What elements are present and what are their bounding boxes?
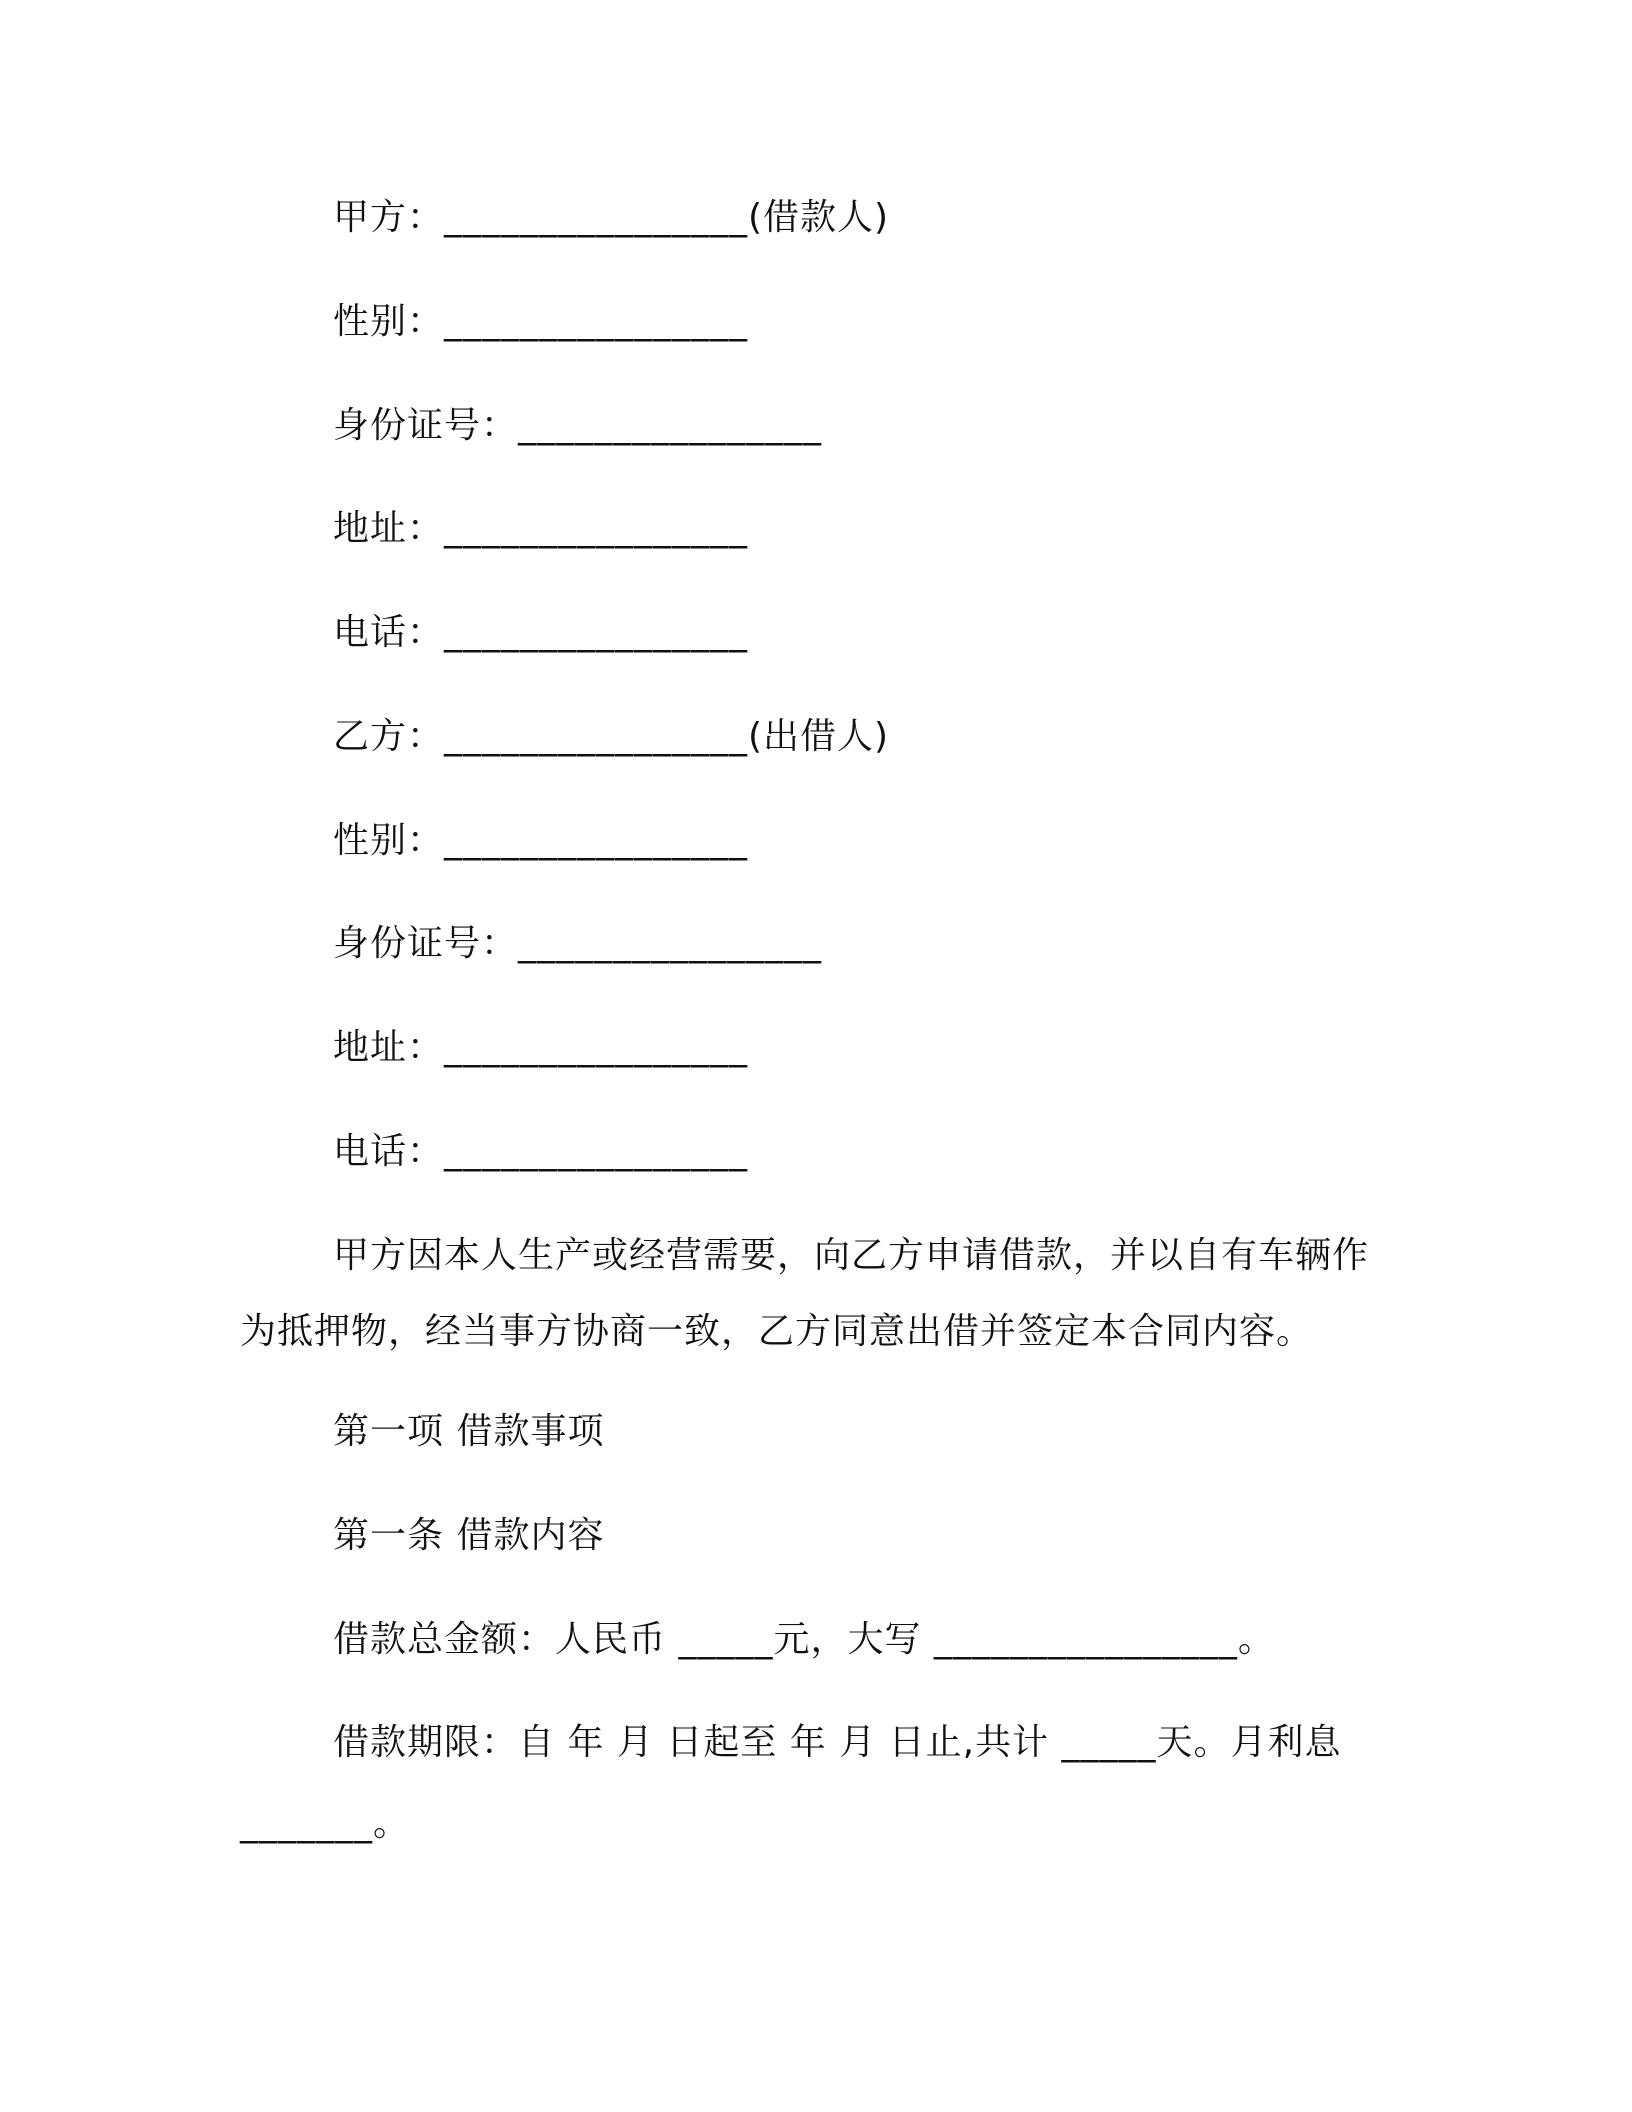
preamble-line-2: 为抵押物，经当事方协商一致，乙方同意出借并签定本合同内容。 — [240, 1311, 1314, 1352]
party-b-gender: 性别：________________ — [333, 820, 749, 861]
party-a-address: 地址：________________ — [333, 508, 749, 549]
party-a-id-number: 身份证号：________________ — [333, 405, 823, 446]
section-title: 第一项 借款事项 — [333, 1411, 605, 1452]
party-b-name: 乙方：________________(出借人) — [333, 716, 890, 757]
party-b-address: 地址：________________ — [333, 1027, 749, 1068]
party-a-phone: 电话：________________ — [333, 612, 749, 653]
loan-term-line-1: 借款期限：自 年 月 日起至 年 月 日止,共计 _____天。月利息 — [333, 1722, 1342, 1763]
party-a-name: 甲方：________________(借款人) — [333, 197, 890, 238]
party-a-gender: 性别：________________ — [333, 301, 749, 342]
preamble-line-1: 甲方因本人生产或经营需要，向乙方申请借款，并以自有车辆作 — [333, 1235, 1370, 1276]
party-b-phone: 电话：________________ — [333, 1131, 749, 1172]
loan-amount-line: 借款总金额：人民币 _____元，大写 ________________。 — [333, 1619, 1275, 1660]
party-b-id-number: 身份证号：________________ — [333, 923, 823, 964]
loan-term-line-2: _______。 — [240, 1803, 411, 1844]
article-title: 第一条 借款内容 — [333, 1515, 605, 1556]
